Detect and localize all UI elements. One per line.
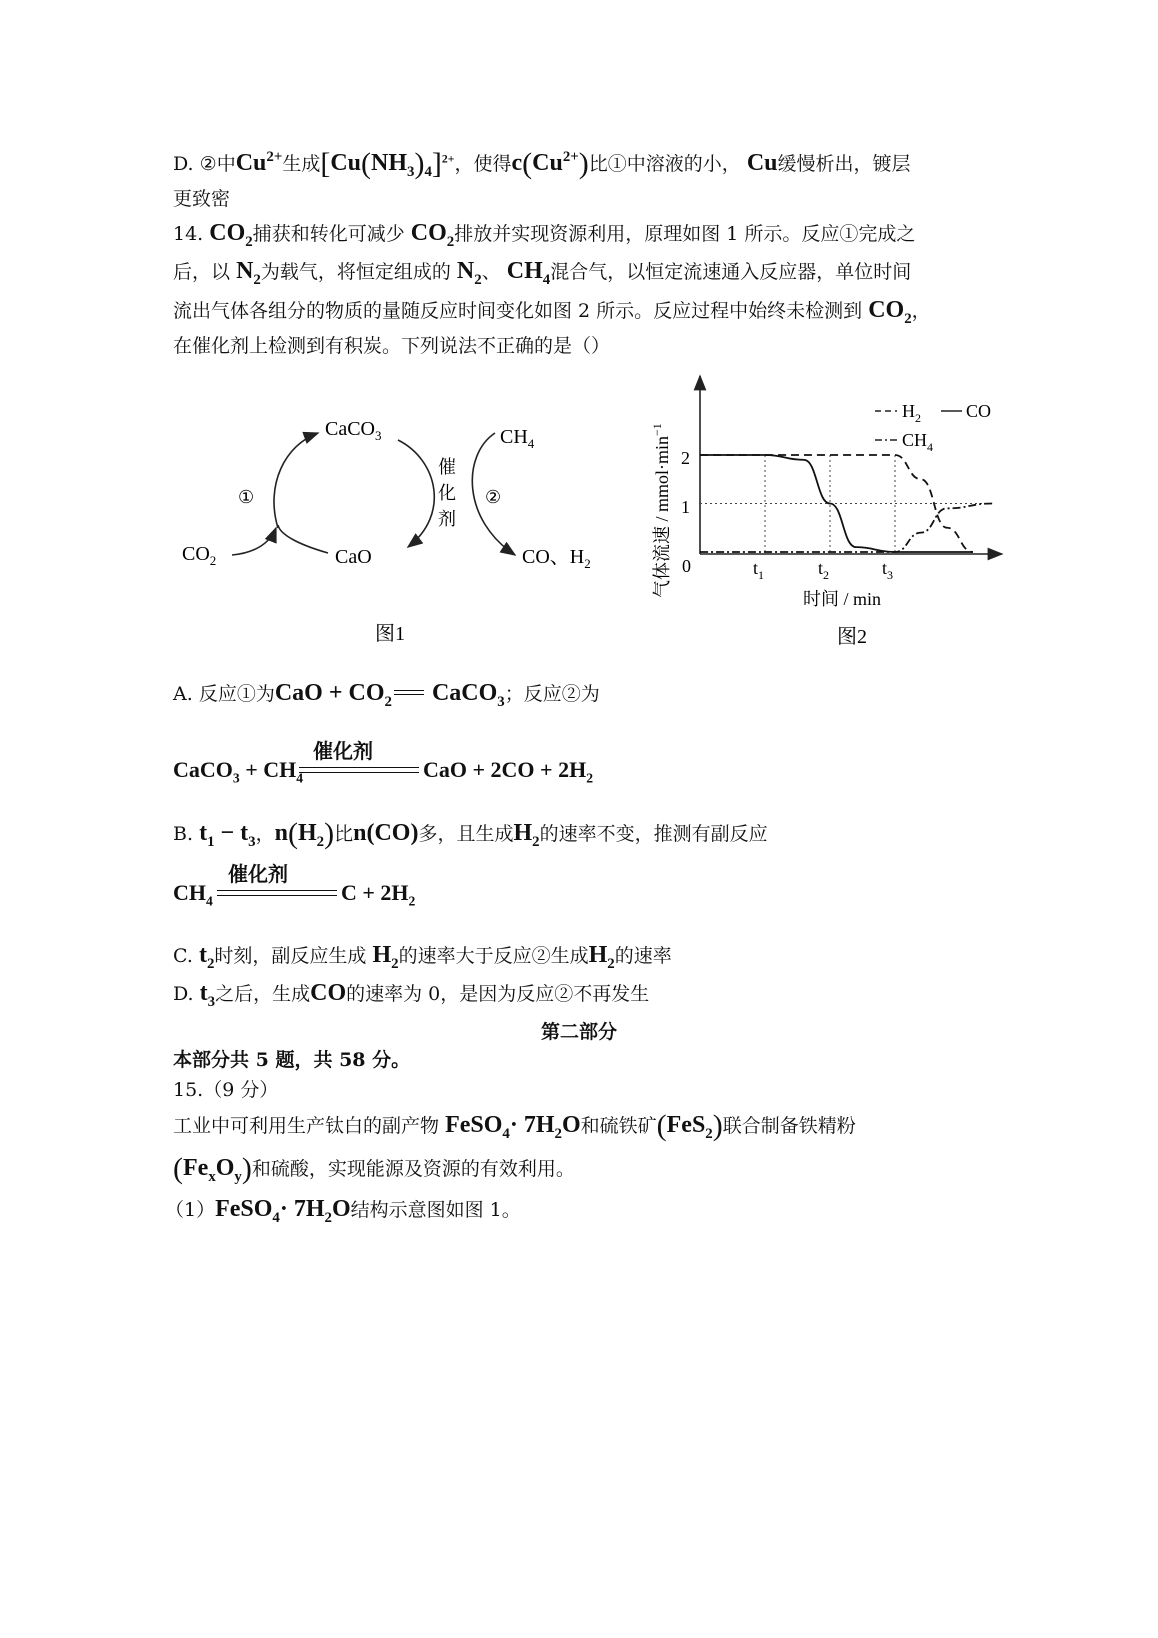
fig1-arrow-back (278, 525, 328, 553)
q15-line1: 工业中可利用生产钛白的副产物 FeSO$_4$· $7H_2O$和硫铁矿(FeS$_2$)联合制备铁精粉 (173, 1109, 856, 1142)
q14-line2: 后，以 $N_2$为载气，将恒定组成的 $N_2$、 $CH_4$混合气，以恒定流速通入反应器，单位时间 (173, 258, 912, 288)
prev-option-d: D. ②中$Cu^{2+}$生成$[Cu(NH_3)_4]^{2+}$，使得$c(Cu^{2+})$比①中溶液的小， Cu缓慢析出，镀层 (173, 147, 911, 180)
figure-2-chart (640, 368, 1060, 660)
q14-option-d: D. $t_3$之后，生成CO的速率为 0，是因为反应②不再发生 (173, 980, 650, 1010)
fig2-y-label: 气体流速 / $mmol\cdot\min^{-1}$ (650, 423, 672, 598)
fig2-origin: 0 (682, 556, 691, 576)
fig1-catalyst-1: 催 (438, 457, 456, 477)
fig1-arrow-up (274, 433, 318, 528)
fig2-plot-area (700, 455, 993, 552)
q15-header: 15.（9 分） (173, 1079, 279, 1101)
q15-line2: $(Fe_xO_y)$和硫酸，实现能源及资源的有效利用。 (173, 1152, 575, 1185)
part2-intro: 本部分共 5 题，共 58 分。 (173, 1049, 411, 1071)
fig1-step1: ① (238, 487, 255, 507)
fig1-step2: ② (485, 487, 502, 507)
figure-1-cycle (170, 395, 620, 660)
part2-title: 第二部分 (540, 1021, 617, 1043)
fig1-catalyst-3: 剂 (438, 509, 456, 529)
q14-line1: 14. $CO_2$捕获和转化可减少 $CO_2$排放并实现资源利用，原理如图 1 所示。反应①完成之 (173, 220, 916, 250)
fig1-caco3: CaCO$_3$ (325, 418, 382, 443)
fig2-ytick-1: 1 (681, 497, 690, 517)
fig2-x-label: 时间 / min (803, 589, 882, 609)
fig1-ch4: $CH_4$ (500, 426, 535, 451)
fig1-products: CO、$H_2$ (522, 546, 591, 571)
fig1-arrow-down (398, 440, 434, 547)
fig1-co2: $CO_2$ (182, 543, 217, 568)
fig2-legend-ch4: $CH_4$ (902, 430, 934, 454)
q14-option-a: A. 反应①为CaO + $CO_2$ CaCO$_3$；反应②为 (173, 680, 600, 710)
fig1-cao: CaO (335, 546, 372, 568)
fig2-legend-co: CO (966, 401, 992, 421)
q14-option-c: C. $t_2$时刻，副反应生成 $H_2$的速率大于反应②生成$H_2$的速率 (173, 942, 672, 972)
fig2-ytick-2: 2 (681, 448, 690, 468)
prev-option-d-cont: 更致密 (173, 188, 231, 210)
fig1-catalyst-2: 化 (438, 483, 456, 503)
q14-option-a-equation: 催化剂 CaCO$_3$ + $CH_4$ CaO + $2CO + 2H_2$ (173, 739, 593, 786)
fig1-caption: 图1 (375, 623, 405, 645)
q14-option-b: B. $t_1 - t_3$，$n(H_2)$比n(CO)多，且生成$H_2$的速率不变，推测有副反应 (173, 817, 768, 850)
fig2-legend-h2: $H_2$ (902, 401, 921, 425)
q14-line3: 流出气体各组分的物质的量随反应时间变化如图 2 所示。反应过程中始终未检测到 $CO_2$， (173, 297, 931, 327)
q15-sub1: （1）FeSO$_4$· $7H_2O$结构示意图如图 1。 (165, 1196, 521, 1226)
fig2-xtick-t1: $t_1$ (753, 558, 765, 582)
fig2-caption: 图2 (837, 626, 867, 648)
q14-line4: 在催化剂上检测到有积炭。下列说法不正确的是（） (173, 335, 611, 357)
fig2-xtick-t3: $t_3$ (882, 558, 894, 582)
fig2-xtick-t2: $t_2$ (818, 558, 830, 582)
q14-option-b-equation: 催化剂 $CH_4$ $C + 2H_2$ (173, 862, 416, 909)
fig1-arrow-co2 (232, 528, 276, 555)
